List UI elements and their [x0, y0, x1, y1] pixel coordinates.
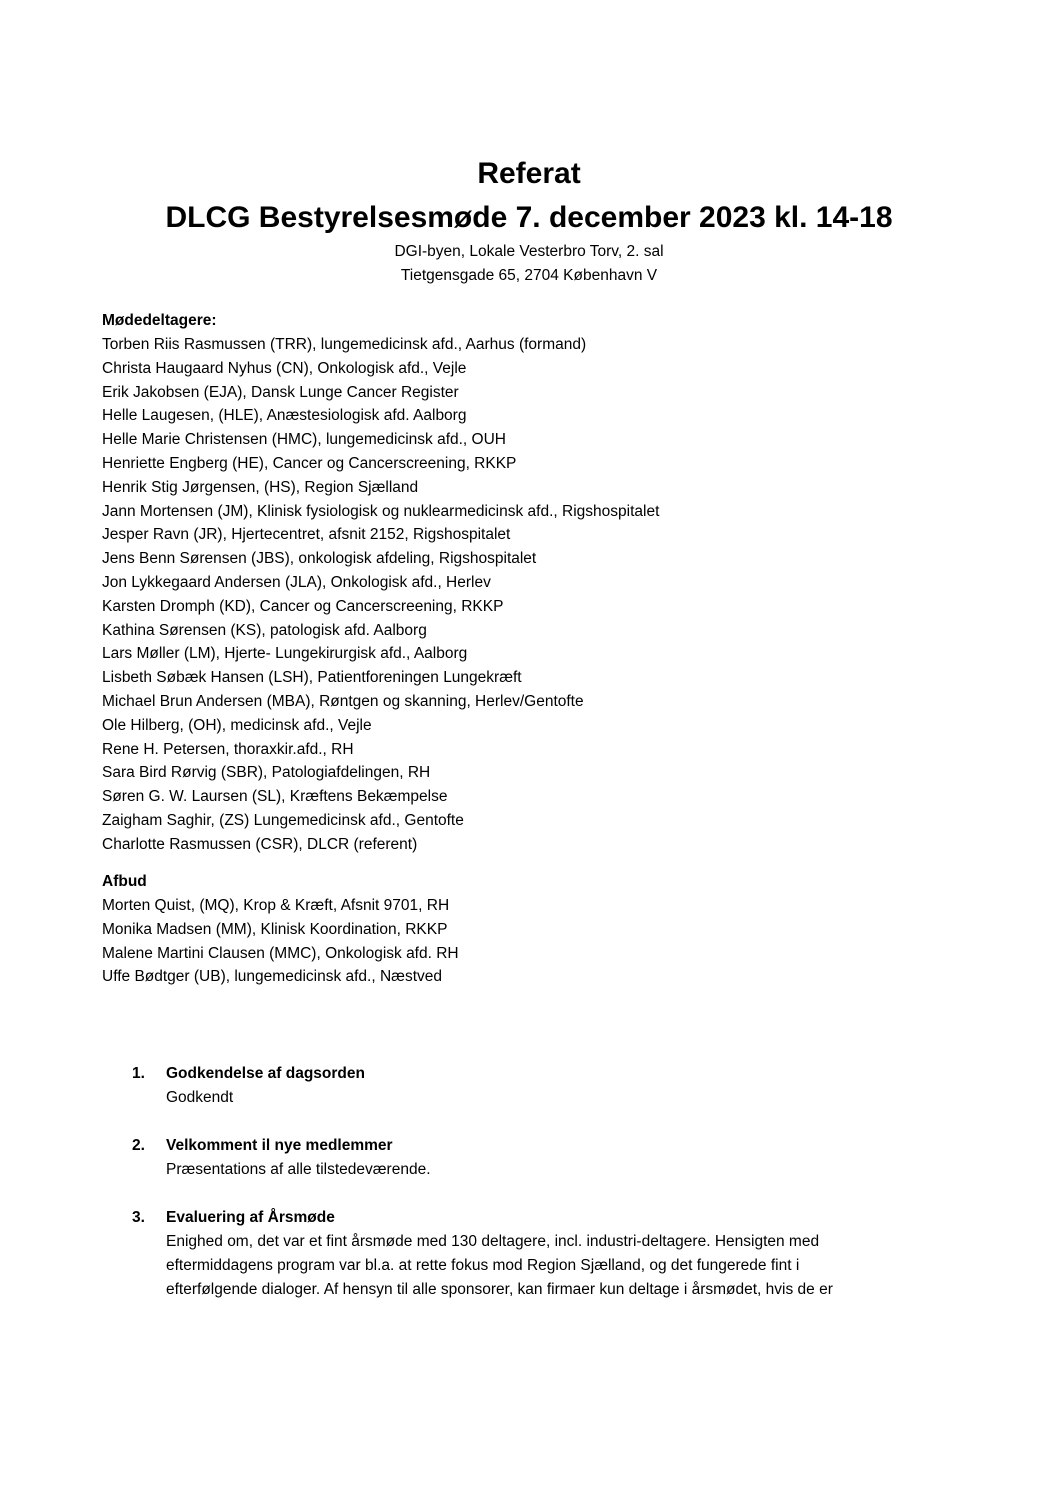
attendee-item: Jesper Ravn (JR), Hjertecentret, afsnit 2152, Rigshospitalet	[102, 526, 511, 544]
attendee-item: Torben Riis Rasmussen (TRR), lungemedicinsk afd., Aarhus (formand)	[102, 336, 587, 353]
meeting-title: DLCG Bestyrelsesmøde 7. december 2023 kl. 14-18	[165, 201, 893, 234]
attendee-item: Zaigham Saghir, (ZS) Lungemedicinsk afd., Gentofte	[102, 811, 464, 829]
attendee-item: Søren G. W. Laursen (SL), Kræftens Bekæmpelse	[102, 788, 448, 806]
attendee-item: Kathina Sørensen (KS), patologisk afd. Aalborg	[102, 621, 427, 639]
agenda-item-text: Præsentations af alle tilstedeværende.	[166, 1161, 431, 1178]
agenda-list	[132, 1062, 942, 1326]
venue-line: DGI-byen, Lokale Vesterbro Torv, 2. sal	[394, 243, 664, 260]
absentees-heading: Afbud	[102, 873, 147, 890]
agenda-item-text: efterfølgende dialoger. Af hensyn til alle sponsorer, kan firmaer kun deltage i årsmødet, hvis de er	[166, 1281, 833, 1298]
attendee-item: Jann Mortensen (JM), Klinisk fysiologisk og nuklearmedicinsk afd., Rigshospitalet	[102, 502, 660, 520]
attendee-list	[102, 333, 962, 857]
absentee-item: Malene Martini Clausen (MMC), Onkologisk afd. RH	[102, 944, 459, 962]
attendee-item: Erik Jakobsen (EJA), Dansk Lunge Cancer Register	[102, 383, 459, 401]
attendee-item: Henrik Stig Jørgensen, (HS), Region Sjælland	[102, 478, 419, 496]
absentees-section	[102, 870, 962, 989]
agenda-item-text: Godkendt	[166, 1089, 234, 1106]
agenda-item-title: Evaluering af Årsmøde	[166, 1209, 335, 1226]
agenda-item-text: eftermiddagens program var bl.a. at rette fokus mod Region Sjælland, og det fungerede fint i	[166, 1257, 800, 1274]
attendee-item: Christa Haugaard Nyhus (CN), Onkologisk afd., Vejle	[102, 359, 467, 377]
agenda-item	[132, 1134, 942, 1182]
title-block	[0, 152, 1058, 288]
attendees-heading: Mødedeltagere:	[102, 312, 217, 329]
attendee-item: Karsten Dromph (KD), Cancer og Cancerscreening, RKKP	[102, 597, 504, 615]
attendee-item: Lars Møller (LM), Hjerte- Lungekirurgisk afd., Aalborg	[102, 645, 468, 663]
absentee-item: Uffe Bødtger (UB), lungemedicinsk afd., Næstved	[102, 968, 442, 986]
agenda-item	[132, 1206, 942, 1302]
agenda-item-title: Velkomment il nye medlemmer	[166, 1137, 393, 1154]
agenda-item-number: 2.	[132, 1137, 145, 1154]
agenda-item	[132, 1062, 942, 1110]
agenda-item-number: 3.	[132, 1209, 145, 1226]
attendee-item: Michael Brun Andersen (MBA), Røntgen og skanning, Herlev/Gentofte	[102, 692, 584, 710]
attendee-item: Henriette Engberg (HE), Cancer og Cancerscreening, RKKP	[102, 454, 517, 472]
attendee-item: Helle Laugesen, (HLE), Anæstesiologisk afd. Aalborg	[102, 407, 467, 425]
address-line: Tietgensgade 65, 2704 København V	[400, 267, 658, 284]
attendees-section	[102, 309, 962, 857]
attendee-item: Lisbeth Søbæk Hansen (LSH), Patientforeningen Lungekræft	[102, 669, 522, 687]
attendee-item: Sara Bird Rørvig (SBR), Patologiafdelingen, RH	[102, 764, 431, 782]
agenda-item-title: Godkendelse af dagsorden	[166, 1065, 365, 1082]
agenda-item-text: Enighed om, det var et fint årsmøde med 130 deltagere, incl. industri-deltagere. Hensigten med	[166, 1233, 820, 1250]
absentee-item: Morten Quist, (MQ), Krop & Kræft, Afsnit 9701, RH	[102, 897, 450, 914]
attendee-item: Rene H. Petersen, thoraxkir.afd., RH	[102, 740, 354, 758]
absentee-item: Monika Madsen (MM), Klinisk Koordination, RKKP	[102, 920, 448, 938]
absentee-list	[102, 894, 962, 989]
attendee-item: Jens Benn Sørensen (JBS), onkologisk afdeling, Rigshospitalet	[102, 550, 537, 568]
attendee-item: Helle Marie Christensen (HMC), lungemedicinsk afd., OUH	[102, 431, 506, 449]
attendee-item: Ole Hilberg, (OH), medicinsk afd., Vejle	[102, 716, 372, 734]
attendee-item: Jon Lykkegaard Andersen (JLA), Onkologisk afd., Herlev	[102, 573, 491, 591]
agenda-item-number: 1.	[132, 1065, 145, 1082]
attendee-item: Charlotte Rasmussen (CSR), DLCR (referent)	[102, 835, 418, 853]
document-title: Referat	[477, 157, 581, 190]
